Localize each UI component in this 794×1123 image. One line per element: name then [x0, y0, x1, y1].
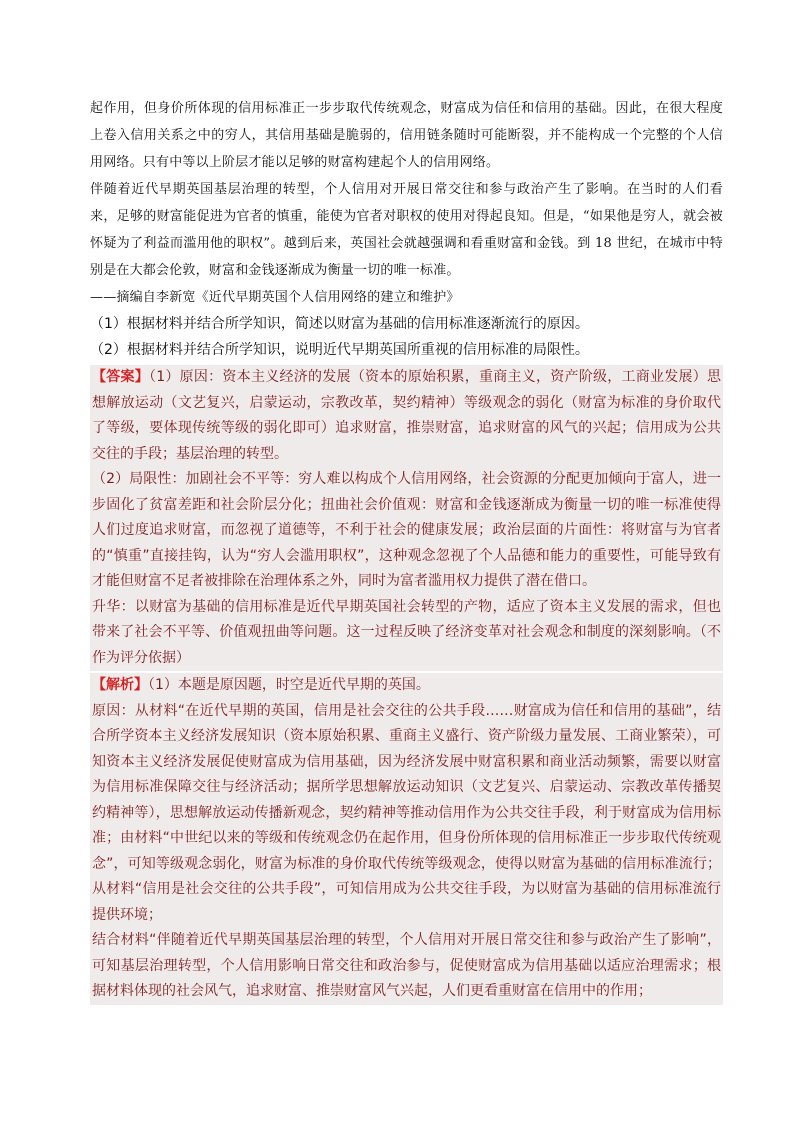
answer-part-1: [90, 365, 723, 467]
analysis-section: [90, 673, 723, 1005]
analysis-line-1: [90, 673, 723, 699]
answer-part-3: 升华：以财富为基础的信用标准是近代早期英国社会转型的产物，适应了资本主义发展的需求，但也带来了社会不平等、价值观扭曲等问题。这一过程反映了经济变革对社会观念和制度的深刻影响。（不作为评分依据）: [92, 598, 721, 666]
passage-paragraph: 伴随着近代早期英国基层治理的转型，个人信用对开展日常交往和参与政治产生了影响。在当时的人们看来，足够的财富能促进为官者的慎重，能使为官者对职权的使用对得起良知。但是，“如果他是穷人，就会被怀疑为了利益而滥用他的职权”。越到后来，英国社会就越强调和看重财富和金钱。到 18 世纪，在城市中特别是在大都会伦敦，财富和金钱逐渐成为衡量一切的唯一标准。: [90, 182, 723, 278]
analysis-line-3: 结合材料“伴随着近代早期英国基层治理的转型，个人信用对开展日常交往和参与政治产生了影响”，可知基层治理转型，个人信用影响日常交往和政治参与，促使财富成为信用基础以适应治理需求；根据材料体现的社会风气，追求财富、推崇财富风气兴起，人们更看重财富在信用中的作用；: [92, 932, 721, 999]
analysis-line-2: 原因：从材料“在近代早期的英国，信用是社会交往的公共手段……财富成为信任和信用的基础”，结合所学资本主义经济发展知识（资本原始积累、重商主义盛行、资产阶级力量发展、工商业繁荣），可知资本主义经济发展促使财富成为信用基础，因为经济发展中财富积累和商业活动频繁，需要以财富为信用标准保障交往与经济活动；据所学思想解放运动知识（文艺复兴、启蒙运动、宗教改革传播契约精神等），思想解放运动传播新观念，契约精神等推动信用作为公共交往手段，利于财富成为信用标准；由材料“中世纪以来的等级和传统观念仍在起作用，但身份所体现的信用标准正一步步取代传统观念”，可知等级观念弱化，财富为标准的身价取代传统等级观念，使得以财富为基础的信用标准流行；从材料“信用是社会交往的公共手段”，可知信用成为公共交往手段，为以财富为基础的信用标准流行提供环境；: [92, 702, 721, 923]
answer-text-1: （1）原因：资本主义经济的发展（资本的原始积累，重商主义，资产阶级，工商业发展）思想解放运动（文艺复兴，启蒙运动，宗教改革，契约精神）等级观念的弱化（财富为标准的身价取代了等级，要体现传统等级的弱化即可）追求财富，推崇财富，追求财富的风气的兴起；信用成为公共交往的手段；基层治理的转型。: [92, 369, 722, 462]
question-1: （1）根据材料并结合所学知识，简述以财富为基础的信用标准逐渐流行的原因。: [90, 316, 589, 332]
answer-part-2: （2）局限性：加剧社会不平等：穷人难以构成个人信用网络，社会资源的分配更加倾向于富人，进一步固化了贫富差距和社会阶层分化；扭曲社会价值观：财富和金钱逐渐成为衡量一切的唯一标准使得人们过度追求财富，而忽视了道德等，不利于社会的健康发展；政治层面的片面性：将财富与为官者的“慎重”直接挂钩，认为“穷人会滥用职权”，这种观念忽视了个人品德和能力的重要性，可能导致有才能但财富不足者被排除在治理体系之外，同时为富者滥用权力提供了潜在借口。: [92, 471, 721, 589]
analysis-text-1: （1）本题是原因题，时空是近代早期的英国。: [148, 677, 430, 693]
source-passage: [90, 95, 723, 311]
question-2: （2）根据材料并结合所学知识，说明近代早期英国所重视的信用标准的局限性。: [90, 342, 589, 358]
passage-paragraph: 起作用，但身价所体现的信用标准正一步步取代传统观念，财富成为信任和信用的基础。因此，在很大程度上卷入信用关系之中的穷人，其信用基础是脆弱的，信用链条随时可能断裂，并不能构成一个完整的个人信用网络。只有中等以上阶层才能以足够的财富构建起个人的信用网络。: [90, 101, 723, 170]
analysis-tag: 【解析】: [92, 677, 148, 693]
answer-tag: 【答案】: [92, 369, 150, 385]
passage-source: ——摘编自李新宽《近代早期英国个人信用网络的建立和维护》: [90, 290, 460, 305]
answer-section: [90, 365, 723, 671]
document-page: [90, 95, 723, 1005]
